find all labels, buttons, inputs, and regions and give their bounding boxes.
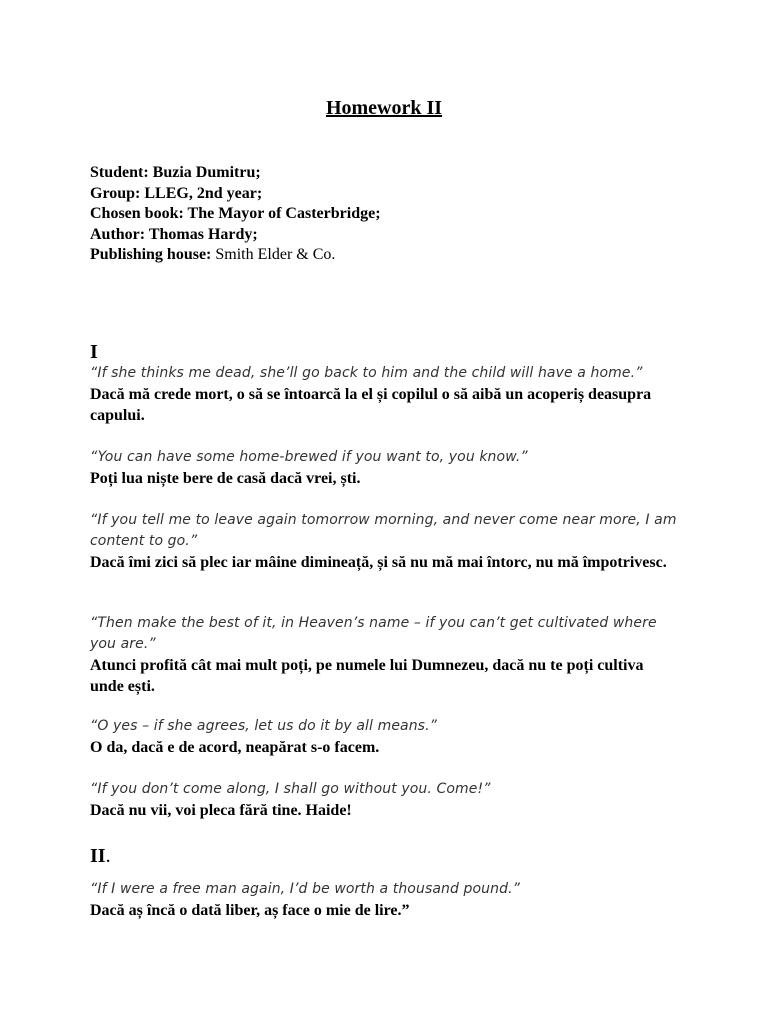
romanian-translation: Poți lua niște bere de casă dacă vrei, ști. bbox=[90, 470, 361, 487]
quote-pair bbox=[90, 779, 680, 821]
section-heading-2-suffix: . bbox=[105, 845, 111, 867]
english-quote: “If you tell me to leave again tomorrow morning, and never come near more, I am content to go.” bbox=[90, 512, 677, 549]
english-quote: “If she thinks me dead, she’ll go back to him and the child will have a home.” bbox=[90, 365, 643, 381]
publisher-line bbox=[90, 245, 381, 266]
romanian-translation: Atunci profită cât mai mult poți, pe numele lui Dumnezeu, dacă nu te poți cultiva unde ești. bbox=[90, 657, 644, 695]
romanian-translation: O da, dacă e de acord, neapărat s-o facem. bbox=[90, 739, 380, 756]
book-line: Chosen book: The Mayor of Casterbridge; bbox=[90, 205, 381, 222]
english-quote: “Then make the best of it, in Heaven’s name – if you can’t get cultivated where you are.” bbox=[90, 615, 657, 652]
english-quote: “You can have some home-brewed if you want to, you know.” bbox=[90, 449, 528, 465]
section-heading-2-label: II bbox=[90, 845, 106, 867]
quote-pair bbox=[90, 510, 680, 573]
student-info bbox=[90, 163, 381, 266]
english-quote: “If you don’t come along, I shall go without you. Come!” bbox=[90, 781, 491, 797]
english-quote: “If I were a free man again, I’d be worth a thousand pound.” bbox=[90, 881, 521, 897]
student-line: Student: Buzia Dumitru; bbox=[90, 164, 261, 181]
quote-pair bbox=[90, 447, 680, 489]
quote-pair bbox=[90, 363, 680, 426]
page-title: Homework II bbox=[325, 97, 443, 119]
romanian-translation: Dacă mă crede mort, o să se întoarcă la el și copilul o să aibă un acoperiș deasupra capului. bbox=[90, 386, 652, 424]
quote-pair bbox=[90, 716, 680, 758]
author-line: Author: Thomas Hardy; bbox=[90, 225, 258, 243]
quote-pair bbox=[90, 613, 680, 697]
romanian-translation: Dacă nu vii, voi pleca fără tine. Haide! bbox=[90, 802, 352, 819]
publisher-label: Publishing house: bbox=[90, 246, 212, 263]
publisher-value: Smith Elder & Co. bbox=[211, 246, 336, 263]
romanian-translation: Dacă aș încă o dată liber, aș face o mie de lire.” bbox=[90, 902, 410, 919]
english-quote: “O yes – if she agrees, let us do it by all means.” bbox=[90, 718, 437, 734]
quote-pair bbox=[90, 879, 680, 921]
group-line: Group: LLEG, 2nd year; bbox=[90, 184, 263, 202]
section-heading-1: I bbox=[90, 341, 98, 363]
section-heading-2 bbox=[90, 844, 111, 868]
romanian-translation: Dacă îmi zici să plec iar mâine dimineață, și să nu mă mai întorc, nu mă împotrivesc. bbox=[90, 554, 667, 571]
